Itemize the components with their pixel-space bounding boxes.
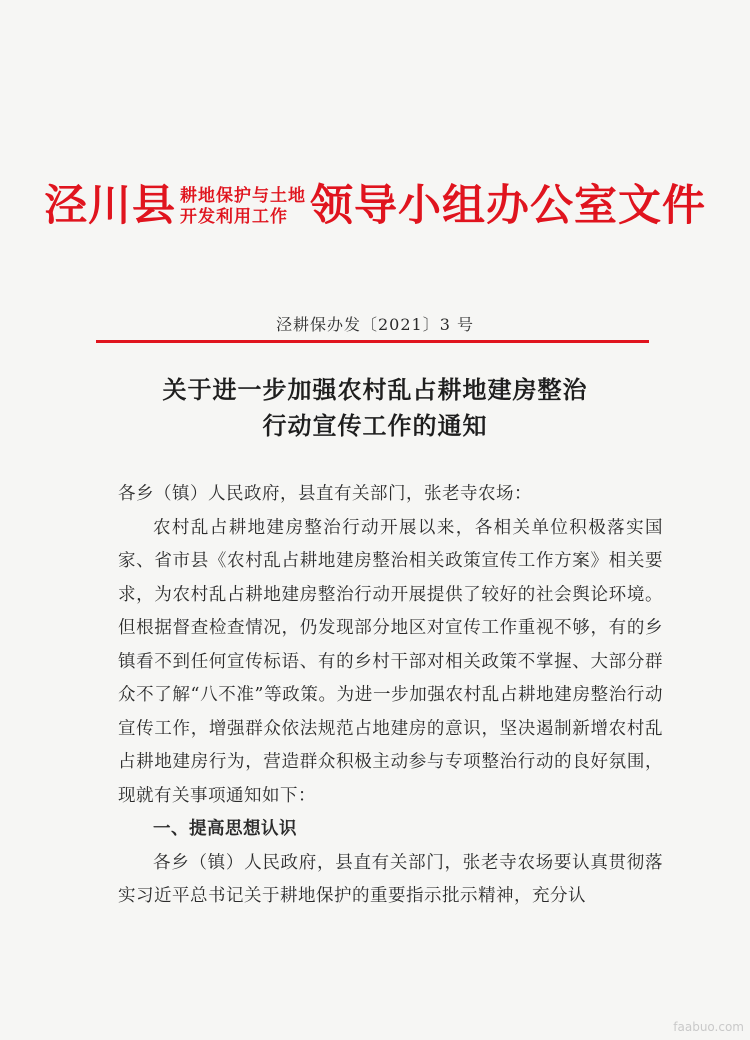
paragraph-2: 各乡（镇）人民政府，县直有关部门，张老寺农场要认真贯彻落实习近平总书记关于耕地保护的重要指示批示精神，充分认 [118, 852, 663, 906]
title-line-1: 关于进一步加强农村乱占耕地建房整治 [162, 376, 588, 404]
header-group-line1: 耕地保护与土地 [180, 185, 306, 206]
header-county: 泾川县 [44, 181, 176, 231]
title-line-2: 行动宣传工作的通知 [262, 412, 488, 440]
section-heading-1: 一、提高思想认识 [153, 819, 297, 839]
red-divider-line [96, 340, 649, 343]
header-group-line2: 开发利用工作 [180, 206, 288, 227]
document-title [0, 372, 750, 444]
paragraph-1: 农村乱占耕地建房整治行动开展以来，各相关单位积极落实国家、省市县《农村乱占耕地建房整治相关政策宣传工作方案》相关要求，为农村乱占耕地建房整治行动开展提供了较好的社会舆论环境。但根据督查检查情况，仍发现部分地区对宣传工作重视不够，有的乡镇看不到任何宣传标语、有的乡村干部对相关政策不掌握、大部分群众不了解“八不准”等政策。为进一步加强农村乱占耕地建房整治行动宣传工作，增强群众依法规范占地建房的意识，坚决遏制新增农村乱占耕地建房行为，营造群众积极主动参与专项整治行动的良好氛围，现就有关事项通知如下： [118, 517, 663, 806]
salutation: 各乡（镇）人民政府，县直有关部门，张老寺农场： [118, 484, 532, 504]
document-number: 泾耕保办发〔2021〕3 号 [276, 315, 474, 334]
red-header [0, 181, 750, 231]
header-group-name [180, 186, 306, 228]
header-office: 领导小组办公室文件 [310, 181, 706, 231]
document-body [118, 478, 663, 914]
watermark: faabuo.com [673, 1020, 744, 1034]
